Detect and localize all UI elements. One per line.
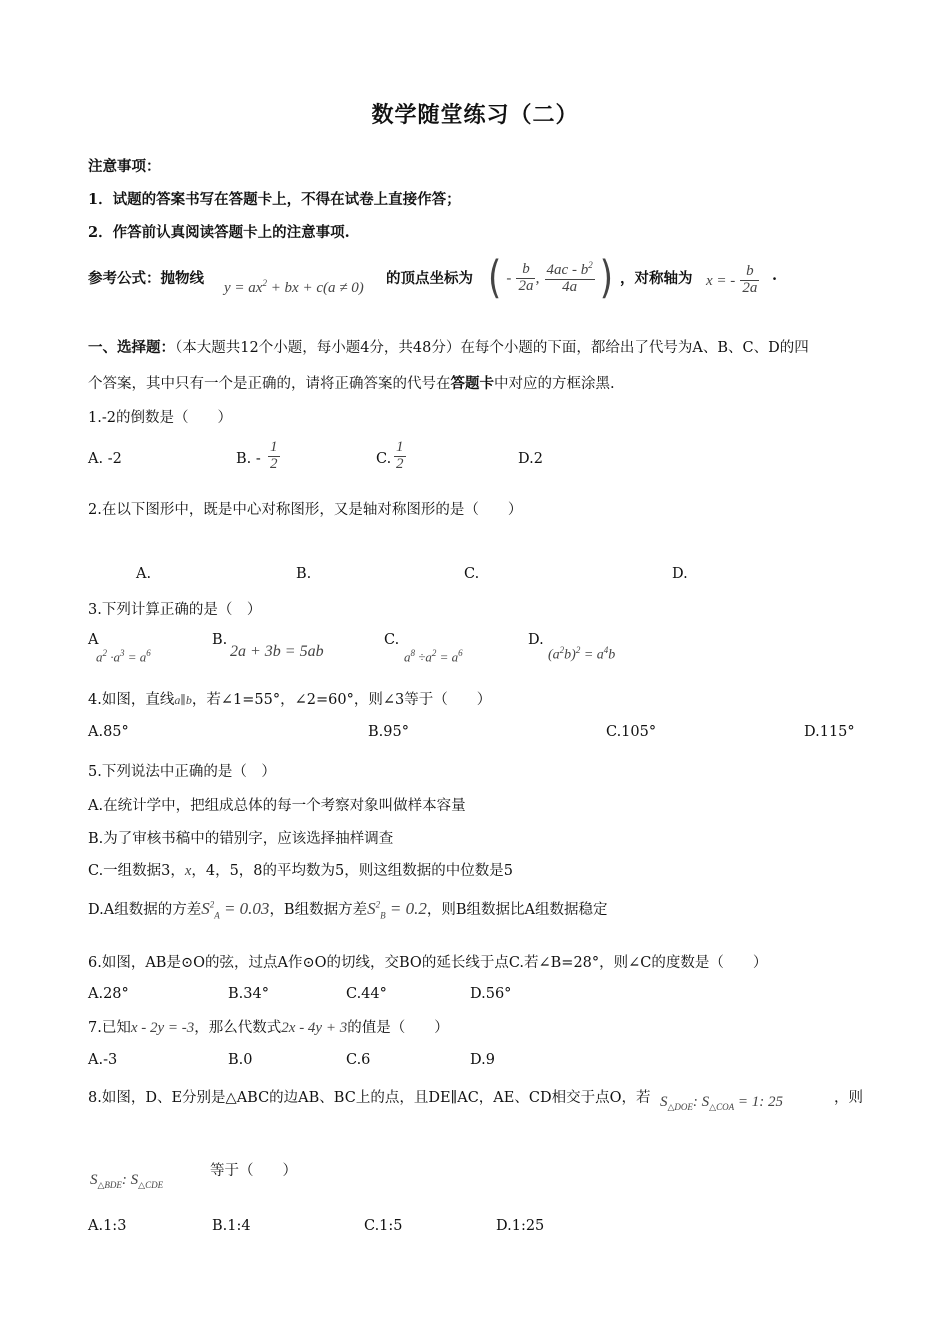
- vertex-formula: ( - $\frac{b}{2a}$ , $\frac{4ac - b^2}{4a}$ ): [488, 252, 614, 304]
- q3-stem: 3.下列计算正确的是（ ）: [88, 602, 262, 618]
- q5-option-c-tail: ，4，5，8的平均数为5，则这组数据的中位数是5: [191, 863, 513, 879]
- q3-option-d: D.: [528, 632, 544, 648]
- q5-option-c: C.一组数据3，: [88, 863, 185, 879]
- q1-option-c-fraction: $\frac{1}{2}$: [396, 439, 404, 472]
- q1-option-a: A. -2: [88, 451, 122, 467]
- q2-option-d: D.: [672, 566, 688, 582]
- page-title: 数学随堂练习（二）: [371, 102, 579, 128]
- section-desc-1: （本大题共12个小题，每小题4分，共48分）在每个小题的下面，都给出了代号为A、B、C、D的四: [175, 340, 809, 356]
- q6-option-a: A.28°: [88, 986, 129, 1002]
- q3-option-c-expr: $a^8 \div a^2 = a^6$: [404, 648, 463, 665]
- formula-mid: 的顶点坐标为: [386, 270, 473, 287]
- q4-option-b: B.95°: [368, 724, 409, 740]
- q8-option-b: B.1:4: [212, 1218, 251, 1234]
- q5-option-d: D.A组数据的方差: [88, 902, 202, 918]
- q8-stem-b: ，则: [834, 1090, 863, 1106]
- q3-option-a: A: [88, 632, 99, 648]
- q4-stem-a: 4.如图，直线: [88, 692, 175, 708]
- q2-stem: 2.在以下图形中，既是中心对称图形，又是轴对称图形的是（ ）: [88, 502, 523, 518]
- q5-option-d-tail: ，则B组数据比A组数据稳定: [426, 902, 608, 918]
- q5-option-a: A.在统计学中，把组成总体的每一个考察对象叫做样本容量: [88, 798, 466, 814]
- q4-parallel-expr: a∥b: [174, 693, 192, 707]
- q7-stem-line: [88, 1016, 449, 1037]
- q1-stem: 1.-2的倒数是（ ）: [88, 410, 232, 426]
- q8-option-a: A.1:3: [88, 1218, 127, 1234]
- q7-given-expr: x - 2y = -3: [130, 1020, 195, 1036]
- q5-option-b: B.为了审核书稿中的错别字，应该选择抽样调查: [88, 831, 394, 847]
- q8-option-c: C.1:5: [364, 1218, 403, 1234]
- formula-end: .: [772, 267, 778, 284]
- q4-stem-line: [88, 688, 491, 709]
- q5-option-d-line: [88, 898, 607, 920]
- q6-option-d: D.56°: [470, 986, 512, 1002]
- q8-target-ratio: $S_{\triangle BDE}$: $S_{\triangle CDE}$: [90, 1172, 164, 1190]
- notice-item-2: 2．作答前认真阅读答题卡上的注意事项.: [88, 224, 350, 241]
- q1-option-b-fraction: $\frac{1}{2}$: [270, 439, 278, 472]
- q5-var-x: x: [184, 863, 192, 879]
- section-heading: 一、选择题：: [88, 339, 175, 356]
- q8-stem-c: 等于（ ）: [210, 1163, 297, 1179]
- parabola-equation: $y = ax^2$ + bx + c(a ≠ 0): [224, 278, 364, 296]
- q6-option-c: C.44°: [346, 986, 387, 1002]
- q5-option-d-mid: ，B组数据方差: [269, 902, 368, 918]
- q2-option-b: B.: [296, 566, 312, 582]
- q4-option-a: A.85°: [88, 724, 129, 740]
- q7-stem-c: 的值是（ ）: [347, 1020, 449, 1036]
- q4-option-c: C.105°: [606, 724, 657, 740]
- axis-formula: x = - $\frac{b}{2a}$: [706, 263, 758, 296]
- q2-option-c: C.: [464, 566, 480, 582]
- q1-option-b: B. -: [236, 451, 261, 467]
- q7-option-d: D.9: [470, 1052, 495, 1068]
- q7-stem-a: 7.已知: [88, 1020, 131, 1036]
- q5-variance-a: $S^2_A = 0.03$: [201, 899, 270, 921]
- q5-variance-b: $S^2_B = 0.2$: [367, 899, 427, 921]
- q3-option-a-expr: $a^2 \cdot a^3 = a^6$: [96, 648, 151, 665]
- q8-stem-a: 8.如图，D、E分别是△ABC的边AB、BC上的点，且DE∥AC，AE、CD相交于点O，若: [88, 1090, 651, 1106]
- q1-option-c: C.: [376, 451, 392, 467]
- q8-ratio-expr: $S_{\triangle DOE}$: $S_{\triangle COA} = 1$: 25: [660, 1094, 783, 1112]
- q7-stem-b: ，那么代数式: [194, 1020, 282, 1036]
- section-desc-2c: 中对应的方框涂黑.: [494, 376, 615, 392]
- q2-option-a: A.: [136, 566, 152, 582]
- q7-option-c: C.6: [346, 1052, 371, 1068]
- section-desc-line-2: [88, 372, 615, 393]
- section-desc-2b: 答题卡: [450, 375, 494, 392]
- q7-option-b: B.0: [228, 1052, 253, 1068]
- q6-option-b: B.34°: [228, 986, 269, 1002]
- q5-option-c-line: [88, 859, 513, 880]
- formula-tail: ，对称轴为: [620, 270, 693, 287]
- notice-item-1: 1．试题的答案书写在答题卡上，不得在试卷上直接作答；: [88, 191, 461, 208]
- q3-option-b-expr: 2a + 3b = 5ab: [230, 643, 324, 660]
- q8-option-d: D.1:25: [496, 1218, 545, 1234]
- section-heading-line: [88, 336, 809, 357]
- formula-lead: 参考公式：抛物线: [88, 270, 204, 287]
- q4-option-d: D.115°: [804, 724, 855, 740]
- q3-option-c: C.: [384, 632, 400, 648]
- section-desc-2a: 个答案，其中只有一个是正确的，请将正确答案的代号在: [88, 376, 451, 392]
- q3-option-b: B.: [212, 632, 228, 648]
- q4-stem-b: ，若∠1=55°，∠2=60°，则∠3等于（ ）: [191, 692, 492, 708]
- q3-option-d-expr: $(a^2b)^2 = a^4b$: [548, 645, 616, 663]
- q6-stem: 6.如图，AB是⊙O的弦，过点A作⊙O的切线，交BO的延长线于点C.若∠B=28°，则∠C的度数是（ ）: [88, 955, 768, 971]
- q7-option-a: A.-3: [88, 1052, 118, 1068]
- q5-stem: 5.下列说法中正确的是（ ）: [88, 764, 276, 780]
- q1-option-d: D.2: [518, 451, 543, 467]
- q7-target-expr: 2x - 4y + 3: [281, 1020, 348, 1036]
- notice-heading: 注意事项：: [88, 158, 161, 175]
